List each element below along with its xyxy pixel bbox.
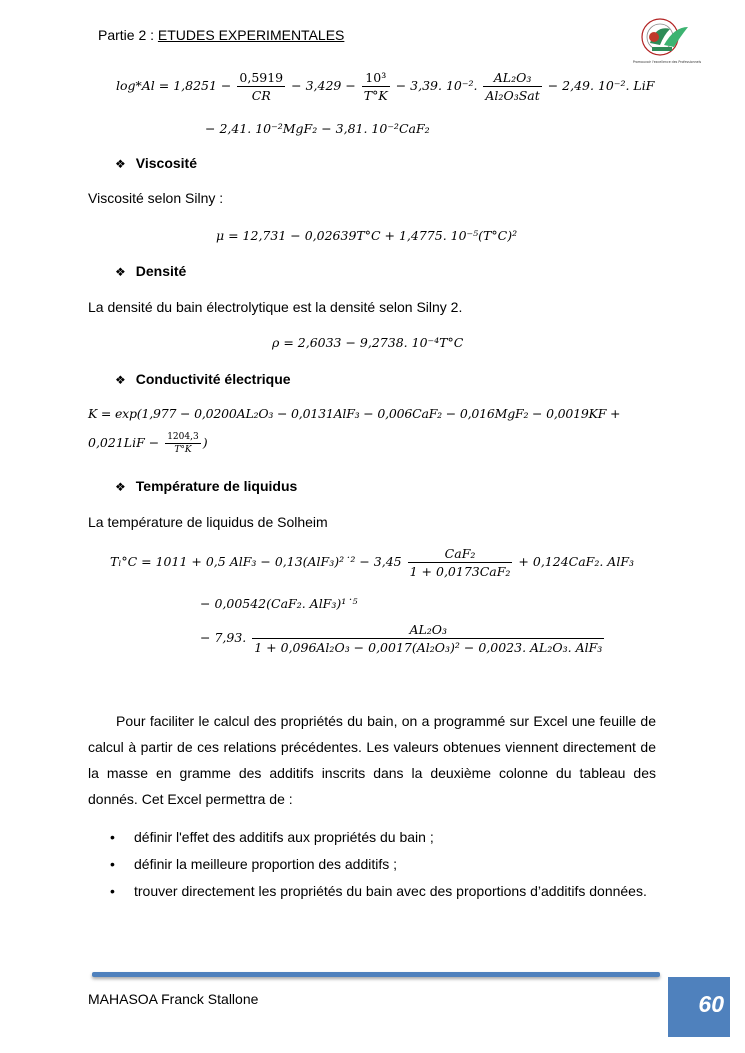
- eq-log-mid-1: − 3,429 −: [291, 78, 356, 93]
- viscosity-intro: Viscosité selon Silny :: [88, 190, 224, 206]
- diamond-bullet-icon: ❖: [115, 480, 126, 494]
- section-title-density: ❖ Densité: [115, 263, 187, 279]
- header-prefix: Partie 2 :: [98, 27, 158, 43]
- page-header: [98, 27, 344, 43]
- liquidus-intro: La température de liquidus de Solheim: [88, 514, 328, 530]
- eq-log-frac-1: $\frac{0,5919}{CR}$: [239, 70, 284, 103]
- list-item: • définir l'effet des additifs aux propriétés du bain ;: [110, 824, 656, 850]
- institution-logo: [630, 15, 704, 67]
- equation-viscosity: μ = 12,731 − 0,02639T°C + 1,4775. 10⁻⁵(T°C)²: [216, 228, 518, 243]
- section-title-viscosity: ❖ Viscosité: [115, 155, 197, 171]
- eq-liq-frac-1: $\frac{\text{CaF₂}}{\text{1 + 0,0173CaF₂}}$: [409, 546, 511, 579]
- equation-conductivity-line1: K = exp(1,977 − 0,0200AL₂O₃ − 0,0131AlF₃ − 0,006CaF₂ − 0,016MgF₂ − 0,0019KF +: [88, 406, 621, 421]
- equation-density: ρ = 2,6033 − 9,2738. 10⁻⁴T°C: [272, 335, 464, 350]
- diamond-bullet-icon: ❖: [115, 373, 126, 387]
- eq-log-lhs: log*Al = 1,8251 −: [116, 78, 232, 93]
- footer-divider: [92, 972, 660, 977]
- diamond-bullet-icon: ❖: [115, 157, 126, 171]
- body-paragraph: Pour faciliter le calcul des propriétés du bain, on a programmé sur Excel une feuille de calcul à partir de ces relations précédentes. Les valeurs obtenues viennent directement de la masse en gramme des additifs inscrits dans la deuxième colonne du tableau des donnés. Cet Excel permettra de :: [88, 713, 656, 807]
- list-item: • définir la meilleure proportion des additifs ;: [110, 851, 656, 877]
- equation-log-al: [116, 70, 654, 103]
- section-title-liquidus: ❖ Température de liquidus: [115, 478, 298, 494]
- equation-liquidus-line3: − 7,93. $\frac{\text{AL₂O₃}}{\text{1 + 0,096Al₂O₃ − 0,0017(Al₂O₃)² − 0,0023. AL₂O₃. AlF₃}}$: [200, 622, 603, 655]
- section-title-conductivity: ❖ Conductivité électrique: [115, 371, 291, 387]
- equation-liquidus-line1: Tₗ°C = 1011 + 0,5 AlF₃ − 0,13(AlF₃)²˙² − 3,45 $\frac{\text{CaF₂}}{\text{1 + 0,0173CaF₂}}$ + 0,124CaF₂. AlF₃: [110, 546, 635, 579]
- page-number: 60: [698, 991, 724, 1017]
- density-intro: La densité du bain électrolytique est la densité selon Silny 2.: [88, 299, 463, 315]
- footer-author: MAHASOA Franck Stallone: [88, 991, 259, 1007]
- equation-log-al-line2: − 2,41. 10⁻²MgF₂ − 3,81. 10⁻²CaF₂: [205, 121, 430, 136]
- equation-conductivity-line2: 0,021LiF − $\frac{1204,3}{T^\circ K}$ ): [88, 432, 208, 455]
- bullet-list: [110, 824, 656, 905]
- page-number-box: [668, 977, 730, 1037]
- eq-log-tail: − 2,49. 10⁻². LiF: [547, 78, 655, 93]
- eq-liq-frac-2: $\frac{\text{AL₂O₃}}{\text{1 + 0,096Al₂O₃ − 0,0017(Al₂O₃)² − 0,0023. AL₂O₃. AlF₃}}$: [254, 622, 603, 655]
- eq-log-mid-2: − 3,39. 10⁻².: [395, 78, 482, 93]
- eq-cond-frac: $\frac{1204,3}{T^\circ K}$: [167, 432, 199, 455]
- equation-liquidus-line2: − 0,00542(CaF₂. AlF₃)¹˙⁵: [200, 596, 358, 611]
- eq-log-frac-3: $\frac{\text{AL₂O₃}}{\text{Al₂O₃Sat}}$: [485, 70, 540, 103]
- logo-caption: Promouvoir l'excellence des Professionnels: [632, 60, 702, 64]
- diamond-bullet-icon: ❖: [115, 265, 126, 279]
- list-item: • trouver directement les propriétés du bain avec des proportions d’additifs données.: [110, 878, 656, 904]
- eq-log-frac-2: $\frac{\text{10³}}{T^\circ K}$: [363, 70, 388, 103]
- header-title: ETUDES EXPERIMENTALES: [157, 27, 345, 43]
